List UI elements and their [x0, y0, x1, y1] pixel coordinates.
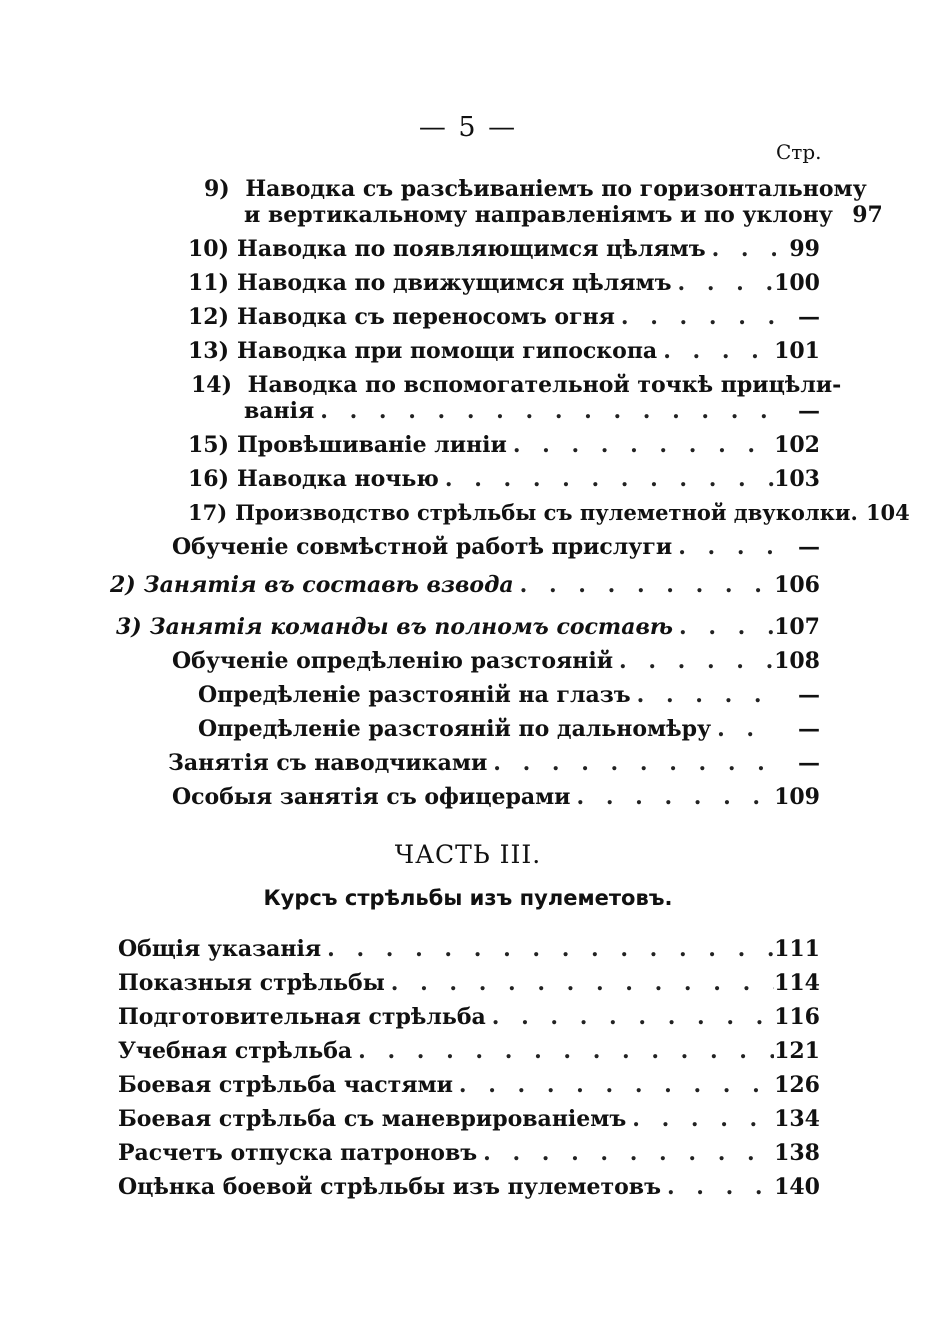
- toc-entry-title: Наводка при помощи гипоскопа: [237, 338, 658, 364]
- toc-entry-page: 102: [774, 432, 820, 458]
- toc-entry-number: 14): [190, 372, 232, 398]
- course-entry-page: 116: [774, 1004, 820, 1030]
- toc-entry-number: 13): [188, 338, 230, 364]
- page-number: — 5 —: [418, 112, 518, 143]
- toc-section-3: [116, 614, 820, 648]
- course-entry-page: 140: [774, 1174, 820, 1200]
- toc-entry-title-line1: Наводка съ разсѣиваніемъ по горизонтальному: [245, 176, 867, 202]
- leader-dots: [661, 1174, 774, 1200]
- toc-entry-page: 101: [774, 338, 820, 364]
- toc-entry-14: [188, 372, 841, 398]
- toc-entry-page: —: [798, 716, 820, 742]
- course-entry-title: Боевая стрѣльба съ маневрированіемъ: [118, 1106, 627, 1132]
- course-entry-title: Оцѣнка боевой стрѣльбы изъ пулеметовъ: [118, 1174, 661, 1200]
- toc-entry-range-by-rangefinder: [198, 716, 820, 750]
- leader-dots: [321, 936, 774, 962]
- toc-entry-page: 108: [774, 648, 820, 674]
- course-entry-page: 114: [774, 970, 820, 996]
- toc-entry-9: [204, 176, 867, 202]
- leader-dots: [352, 1038, 774, 1064]
- toc-entry-title-line1: Наводка по вспомогательной точкѣ прицѣли-: [247, 372, 842, 398]
- toc-entry-page: 109: [774, 784, 820, 810]
- toc-entry-page: —: [798, 750, 820, 776]
- toc-entry-title: Занятія команды въ полномъ составѣ: [149, 614, 674, 640]
- course-entry-title: Боевая стрѣльба частями: [118, 1072, 453, 1098]
- toc-entry-14-line2: [244, 398, 820, 432]
- course-entry: [118, 1106, 820, 1140]
- toc-entry-number: 17): [188, 500, 228, 525]
- course-entry: [118, 1038, 820, 1072]
- course-entry: [118, 1174, 820, 1208]
- part-subheading: Курсъ стрѣльбы изъ пулеметовъ.: [263, 886, 673, 910]
- leader-dots: [613, 648, 774, 674]
- toc-entry-title: Производство стрѣльбы съ пулеметной двуколки.: [235, 500, 858, 525]
- toc-entry-officer-lessons: [172, 784, 820, 818]
- toc-entry-title-line2: и вертикальному направленіямъ и по уклону: [244, 202, 833, 228]
- leader-dots: [487, 750, 776, 776]
- page-column-label: Стр.: [776, 140, 822, 164]
- toc-entry-page: —: [798, 398, 820, 424]
- leader-dots: [615, 304, 776, 330]
- toc-entry-title: Наводка по движущимся цѣлямъ: [237, 270, 672, 296]
- course-entry-page: 126: [774, 1072, 820, 1098]
- toc-entry-title: Обученіе совмѣстной работѣ прислуги: [172, 534, 673, 560]
- toc-entry-10: [188, 236, 820, 270]
- toc-entry-number: 11): [188, 270, 230, 296]
- leader-dots: [514, 572, 774, 598]
- toc-entry-page: 100: [774, 270, 820, 296]
- leader-dots: [439, 466, 774, 492]
- leader-dots: [507, 432, 774, 458]
- toc-entry-title: Наводка по появляющимся цѣлямъ: [237, 236, 706, 262]
- toc-entry-number: 2): [110, 572, 136, 598]
- leader-dots: [314, 398, 776, 424]
- leader-dots: [486, 1004, 774, 1030]
- leader-dots: [626, 1106, 774, 1132]
- toc-entry-11: [188, 270, 820, 304]
- leader-dots: [672, 534, 776, 560]
- toc-entry-number: 16): [188, 466, 230, 492]
- toc-entry-title: Опредѣленіе разстояній по дальномѣру: [198, 716, 712, 742]
- course-entry-title: Расчетъ отпуска патроновъ: [118, 1140, 478, 1166]
- course-entry-title: Общія указанія: [118, 936, 322, 962]
- course-entry: [118, 1140, 820, 1174]
- toc-entry-gunner-lessons: [168, 750, 820, 784]
- course-entry: [118, 970, 820, 1004]
- toc-entry-page: 104: [865, 500, 910, 525]
- toc-entry-crew-training: [172, 534, 820, 568]
- course-entry-title: Учебная стрѣльба: [118, 1038, 353, 1064]
- course-entry: [118, 1004, 820, 1038]
- toc-entry-15: [188, 432, 820, 466]
- toc-entry-title: Опредѣленіе разстояній на глазъ: [198, 682, 631, 708]
- course-entry-page: 121: [774, 1038, 820, 1064]
- course-entry-title: Подготовительная стрѣльба: [118, 1004, 486, 1030]
- leader-dots: [631, 682, 776, 708]
- leader-dots: [571, 784, 775, 810]
- toc-entry-number: 3): [116, 614, 142, 640]
- toc-entry-title: Наводка съ переносомъ огня: [237, 304, 615, 330]
- toc-entry-page: —: [798, 304, 820, 330]
- leader-dots: [711, 716, 776, 742]
- leader-dots: [477, 1140, 774, 1166]
- toc-entry-13: [188, 338, 820, 372]
- course-entry-page: 111: [774, 936, 820, 962]
- toc-entry-number: 15): [188, 432, 230, 458]
- toc-entry-page: 103: [774, 466, 820, 492]
- toc-entry-title-line2: ванія: [244, 398, 315, 424]
- toc-entry-title: Наводка ночью: [237, 466, 439, 492]
- course-entry: [118, 1072, 820, 1106]
- toc-entry-page: —: [798, 534, 820, 560]
- toc-entry-page: 99: [789, 236, 820, 262]
- toc-entry-range-training: [172, 648, 820, 682]
- course-entry: [118, 936, 820, 970]
- toc-entry-range-by-eye: [198, 682, 820, 716]
- leader-dots: [706, 236, 776, 262]
- leader-dots: [672, 270, 775, 296]
- toc-entry-17: [188, 500, 910, 534]
- toc-entry-16: [188, 466, 820, 500]
- toc-entry-page: —: [798, 682, 820, 708]
- toc-entry-number: 12): [188, 304, 230, 330]
- toc-entry-title: Занятія въ составѣ взвода: [143, 572, 514, 598]
- toc-entry-9-line2: [244, 202, 883, 236]
- toc-section-2: [110, 572, 820, 606]
- toc-entry-title: Обученіе опредѣленію разстояній: [172, 648, 614, 674]
- course-entry-title: Показныя стрѣльбы: [118, 970, 385, 996]
- toc-entry-title: Провѣшиваніе линіи: [237, 432, 507, 458]
- part-heading: ЧАСТЬ III.: [394, 840, 542, 869]
- toc-entry-12: [188, 304, 820, 338]
- toc-entry-number: 9): [204, 176, 230, 202]
- leader-dots: [453, 1072, 774, 1098]
- toc-entry-page: 106: [774, 572, 820, 598]
- toc-entry-number: 10): [188, 236, 230, 262]
- toc-entry-page: 107: [774, 614, 820, 640]
- leader-dots: [385, 970, 774, 996]
- toc-entry-title: Особыя занятія съ офицерами: [172, 784, 571, 810]
- leader-dots: [673, 614, 774, 640]
- toc-entry-page: 97: [852, 202, 883, 228]
- course-entry-page: 138: [774, 1140, 820, 1166]
- leader-dots: [657, 338, 774, 364]
- course-entry-page: 134: [774, 1106, 820, 1132]
- toc-entry-title: Занятія съ наводчиками: [168, 750, 488, 776]
